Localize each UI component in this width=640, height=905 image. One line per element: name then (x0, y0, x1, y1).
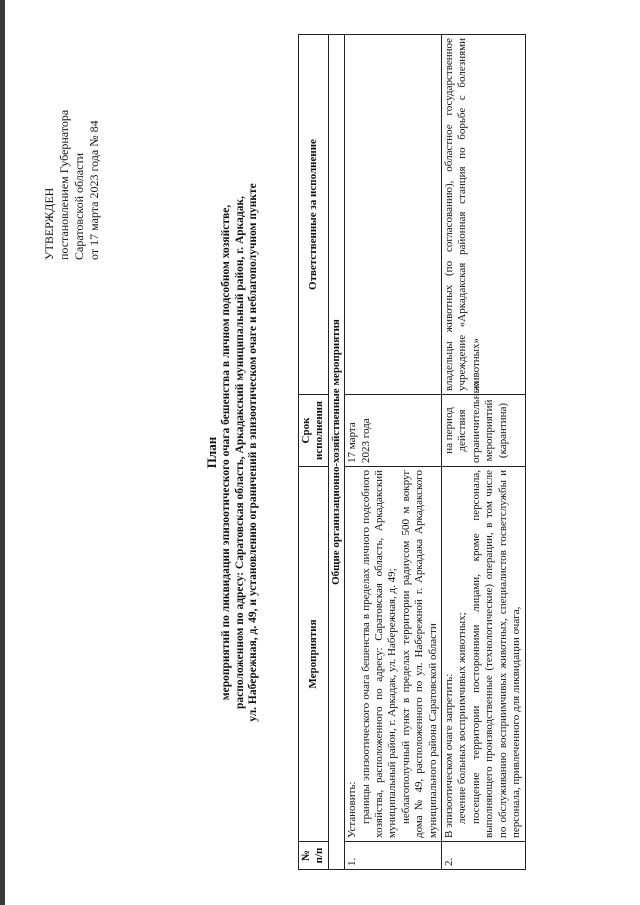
scan-edge-shadow (0, 0, 5, 905)
rotated-document-content (36, 35, 621, 870)
row-num: 2. (442, 842, 525, 870)
row-term: на период действия ограничительных мероприятий (карантина) (442, 395, 525, 467)
header-responsible: Ответственные за исполнение (299, 35, 329, 395)
plan-subtitle-3: ул. Набережная, д. 49, и установлению ограничений в эпизоотическом очаге и неблагополучном пункте (247, 183, 260, 722)
header-term: Срок исполнения (299, 395, 329, 467)
measures-item: лечение больных восприимчивых животных; (456, 612, 469, 824)
table-row (345, 35, 442, 870)
plan-title: План (204, 436, 219, 469)
section-row (328, 35, 344, 870)
row-measures (345, 467, 442, 842)
approval-block (42, 40, 102, 260)
row-term: 17 марта 2023 года (345, 395, 442, 467)
section-title: Общие организационно-хозяйственные мероприятия (328, 35, 344, 870)
row-num: 1. (345, 842, 442, 870)
measures-item: границы эпизоотического очага бешенства в пределах личного подсобного хозяйства, расположенного по адресу: Саратовская область, Аркадакский муниципальный район, г. Аркадак, ул. Набережная, д. 49; (359, 470, 399, 838)
row-responsible: владельцы животных (по согласованию), областное государственное учреждение «Аркадакская районная станция по борьбе с болезнями животных» (442, 35, 525, 395)
header-num: № п/п (299, 842, 329, 870)
table-row (442, 35, 525, 870)
plan-subtitle-1: мероприятий по ликвидации эпизоотического очага бешенства в личном подсобном хозяйстве, (219, 204, 232, 701)
plan-heading (204, 35, 261, 870)
plan-subtitle-2: расположенном по адресу: Саратовская область, Аркадакский муниципальный район, г. Аркадак, (233, 196, 246, 709)
measures-table (298, 34, 526, 870)
measures-item: неблагополучный пункт в пределах территории радиусом 500 м вокруг дома № 49, расположенного по ул. Набережной г. Аркадака Аркадакского муниципального района Саратовской области (399, 470, 439, 838)
measures-intro: В эпизоотическом очаге запретить: (443, 673, 456, 838)
approval-line-2: Саратовской области (72, 152, 86, 260)
measures-item: посещение территории посторонними лицами, кроме персонала, выполняющего производственные (технологические) операции, в том числе по обслуживанию восприимчивых животных, специалистов госветслужбы и персонала, привлеченного для ликвидации очага, (469, 470, 523, 838)
row-measures (442, 467, 525, 842)
approval-title: УТВЕРЖДЕН (42, 187, 56, 260)
table-header-row (299, 35, 329, 870)
approval-line-3: от 17 марта 2023 года № 84 (87, 120, 101, 260)
row-responsible (345, 35, 442, 395)
measures-intro: Установить: (346, 781, 359, 838)
header-measures: Мероприятия (299, 467, 329, 842)
approval-line-1: постановлением Губернатора (57, 109, 71, 260)
